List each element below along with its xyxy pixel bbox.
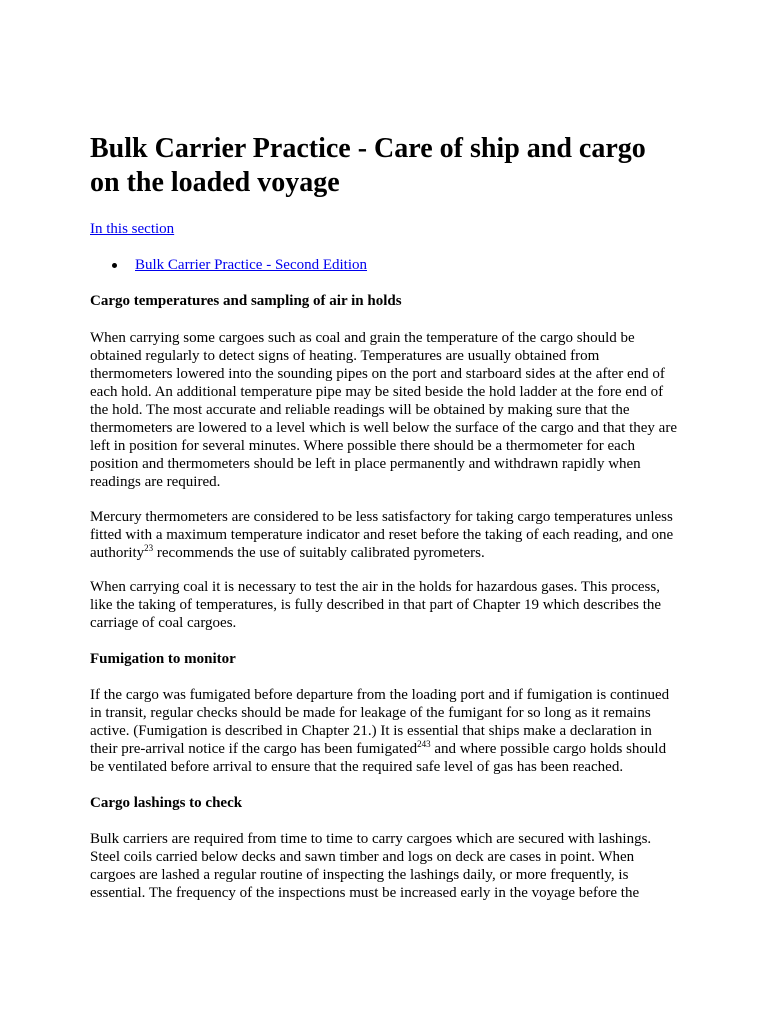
- footnote-marker: 243: [417, 739, 431, 749]
- section-heading-fumigation: Fumigation to monitor: [90, 651, 236, 667]
- paragraph-cargo-temperatures-3: When carrying coal it is necessary to test the air in the holds for hazardous gases. This process, like the taking of temperatures, is fully described in that part of Chapter 19 which describes the carriage of coal cargoes.: [90, 579, 662, 631]
- paragraph-cargo-temperatures-2: [90, 508, 680, 562]
- section-heading-cargo-lashings: Cargo lashings to check: [90, 795, 243, 811]
- paragraph-text: recommends the use of suitably calibrated pyrometers.: [153, 545, 485, 561]
- paragraph-text: and where possible cargo holds should be ventilated before arrival to ensure that the required safe level of gas has been reached.: [90, 741, 667, 775]
- in-this-section-link[interactable]: In this section: [90, 221, 175, 237]
- paragraph-text: If the cargo was fumigated before departure from the loading port and if fumigation is continued in transit, regular checks should be made for leakage of the fumigant for so long as it remains active. (Fumigation is described in Chapter 21.) It is essential that ships make a declaration in their pre-arrival notice if the cargo has been fumigated: [90, 687, 670, 757]
- section-list: [90, 256, 367, 274]
- footnote-marker: 23: [144, 543, 154, 553]
- list-item: [90, 256, 367, 274]
- paragraph-cargo-temperatures-1: When carrying some cargoes such as coal and grain the temperature of the cargo should be obtained regularly to detect signs of heating. Temperatures are usually obtained from thermometers lowered into the sounding pipes on the port and starboard sides at the after end of each hold. An additional temperature pipe may be sited beside the hold ladder at the fore end of the hold. The most accurate and reliable readings will be obtained by making sure that the thermometers are lowered to a level which is well below the surface of the cargo and that they are left in position for several minutes. Where possible there should be a thermometer for each position and thermometers should be left in place permanently and withdrawn rapidly when readings are required.: [90, 330, 677, 490]
- bullet-icon: [112, 263, 117, 268]
- paragraph-cargo-lashings-1: Bulk carriers are required from time to time to carry cargoes which are secured with lashings. Steel coils carried below decks and sawn timber and logs on deck are cases in point. When cargoes are lashed a regular routine of inspecting the lashings daily, or more frequently, is essential. The frequency of the inspections must be increased early in the voyage before the: [90, 831, 652, 901]
- second-edition-link[interactable]: Bulk Carrier Practice - Second Edition: [135, 257, 368, 273]
- section-heading-cargo-temperatures: Cargo temperatures and sampling of air in holds: [90, 293, 402, 309]
- paragraph-text: Mercury thermometers are considered to be less satisfactory for taking cargo temperatures unless fitted with a maximum temperature indicator and reset before the taking of each reading, and one authority: [90, 509, 674, 561]
- paragraph-fumigation-1: [90, 686, 680, 776]
- page-title: Bulk Carrier Practice - Care of ship and cargo on the loaded voyage: [90, 133, 646, 198]
